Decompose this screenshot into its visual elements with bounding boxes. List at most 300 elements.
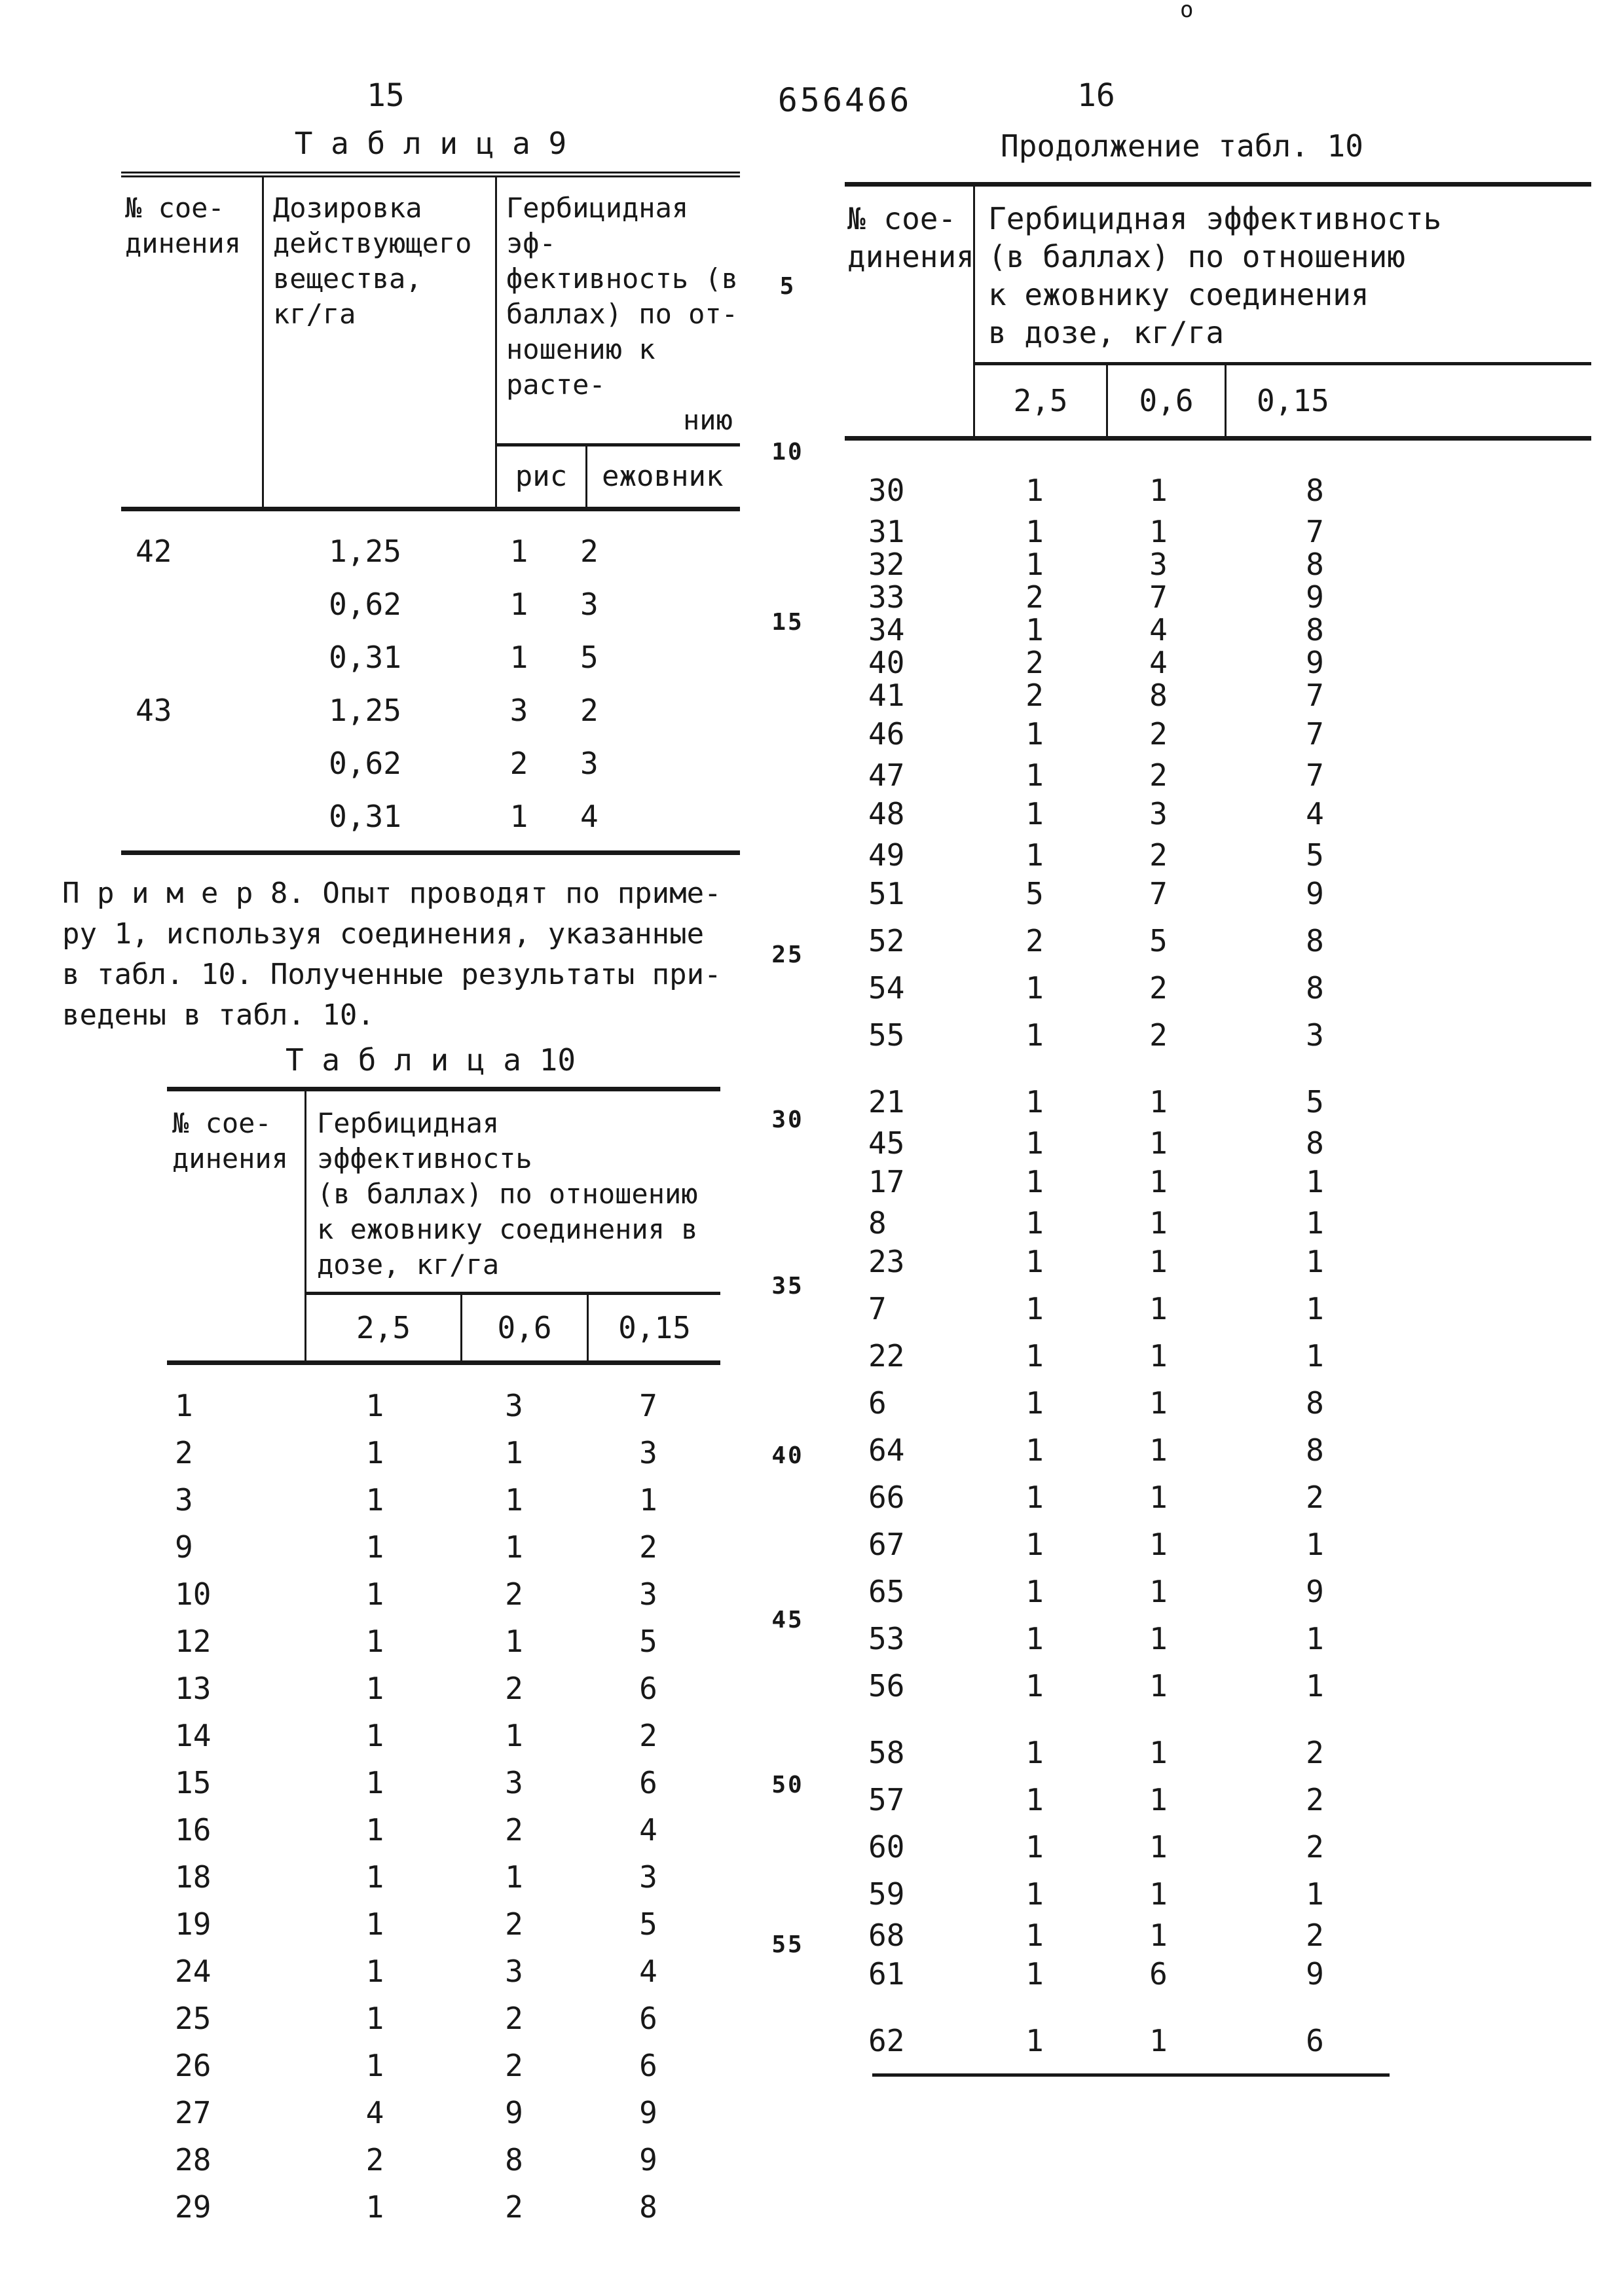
cell-compound-number: 9 <box>175 1529 193 1565</box>
cell-score-0-15: 7 <box>1306 678 1324 713</box>
cell-score-2-5: 1 <box>1025 1668 1044 1704</box>
table10-subheader <box>975 362 1591 436</box>
cell-score-0-15: 1 <box>1306 1876 1324 1912</box>
cell-score-2-5: 1 <box>365 1482 384 1518</box>
cell-compound-number: 34 <box>868 612 905 647</box>
table10-row <box>845 547 1591 582</box>
header-line: Гербицидная эффективность <box>317 1107 532 1175</box>
table10-row <box>167 1901 720 1948</box>
cell-score-0-15: 8 <box>1306 970 1324 1006</box>
cell-score-0-6: 1 <box>1149 1782 1168 1817</box>
cell-score-2-5: 4 <box>365 2095 384 2130</box>
cell-score-0-6: 1 <box>1149 1244 1168 1279</box>
cell-compound-number: 30 <box>868 473 905 508</box>
cell-score-0-6: 7 <box>1149 876 1168 911</box>
cell-score-0-15: 5 <box>639 1906 657 1942</box>
cell-score-2-5: 1 <box>365 1576 384 1612</box>
cell-score-0-15: 8 <box>1306 923 1324 958</box>
cell-score-0-6: 3 <box>1149 547 1168 582</box>
table9 <box>121 172 740 855</box>
table10-row <box>845 1078 1591 1125</box>
cell-score-2-5: 1 <box>365 1671 384 1706</box>
cell-score-0-6: 6 <box>1149 1956 1168 1992</box>
cell-compound-number: 65 <box>868 1574 905 1609</box>
cell-score-0-15: 6 <box>639 2048 657 2083</box>
cell-score-0-6: 1 <box>1149 1480 1168 1515</box>
cell-score-0-15: 9 <box>639 2095 657 2130</box>
cell-score-0-6: 5 <box>1149 923 1168 958</box>
cell-compound-number: 25 <box>175 2001 212 2036</box>
cell-compound-number: 64 <box>868 1432 905 1468</box>
dose-column-2-5: 2,5 <box>975 365 1108 436</box>
cell-score-0-6: 4 <box>1149 645 1168 680</box>
cell-score-2-5: 1 <box>1025 1574 1044 1609</box>
cell-score-0-6: 3 <box>505 1954 523 1989</box>
table10-row <box>845 1776 1591 1823</box>
table10-row <box>167 1806 720 1853</box>
cell-score-0-15: 1 <box>1306 1527 1324 1562</box>
cell-rice-score: 2 <box>509 745 528 781</box>
cell-score-0-6: 2 <box>505 1671 523 1706</box>
header-line: динения <box>125 227 242 259</box>
cell-compound-number: 23 <box>868 1244 905 1279</box>
margin-line-number: 30 <box>771 1106 804 1133</box>
cell-score-0-6: 1 <box>505 1624 523 1659</box>
cell-compound-number: 32 <box>868 547 905 582</box>
table10-row <box>845 1158 1591 1205</box>
cell-score-2-5: 1 <box>1025 1829 1044 1865</box>
cell-score-0-6: 2 <box>1149 757 1168 793</box>
cell-dose: 0,62 <box>329 586 401 622</box>
header-line: к ежовнику соединения <box>988 277 1369 312</box>
table10-row <box>845 1662 1591 1709</box>
table10-row <box>167 2089 720 2136</box>
subcolumn-barnyard-grass: ежовник <box>602 460 724 493</box>
page-number-left: 15 <box>367 77 405 114</box>
cell-score-0-6: 1 <box>1149 1291 1168 1326</box>
header-line: баллах) по от- <box>506 298 739 330</box>
table10-row <box>845 1729 1591 1776</box>
table10-row <box>845 612 1591 645</box>
cell-score-2-5: 1 <box>365 1388 384 1423</box>
page-number-right: 16 <box>1077 77 1115 114</box>
cell-compound-number: 6 <box>868 1385 887 1421</box>
cell-compound-number: 49 <box>868 837 905 873</box>
table10-row <box>167 1948 720 1995</box>
table10-row <box>845 2017 1591 2064</box>
header-line: кг/га <box>273 298 356 330</box>
cell-score-0-6: 1 <box>1149 1527 1168 1562</box>
cell-compound-number: 18 <box>175 1859 212 1895</box>
table10-row <box>845 790 1591 837</box>
table10-row <box>845 1615 1591 1662</box>
cell-score-0-15: 9 <box>639 2142 657 2178</box>
cell-score-0-6: 8 <box>505 2142 523 2178</box>
cell-score-0-15: 2 <box>1306 1918 1324 1953</box>
table10-row <box>845 678 1591 713</box>
cell-score-0-15: 2 <box>1306 1480 1324 1515</box>
cell-score-2-5: 1 <box>1025 1164 1044 1199</box>
table9-body <box>121 511 740 855</box>
cell-score-2-5: 1 <box>365 1624 384 1659</box>
margin-line-number: 5 <box>779 273 796 300</box>
cell-compound-number: 8 <box>868 1205 887 1241</box>
table10-row <box>845 870 1591 917</box>
cell-score-0-15: 3 <box>1306 1017 1324 1053</box>
cell-dose: 0,62 <box>329 745 401 781</box>
cell-score-0-15: 1 <box>1306 1621 1324 1656</box>
cell-dose: 0,31 <box>329 798 401 834</box>
cell-score-0-6: 1 <box>505 1718 523 1753</box>
cell-barnyard-score: 3 <box>580 586 599 622</box>
document-number: 656466 <box>777 81 912 119</box>
cell-compound-number: 29 <box>175 2189 212 2225</box>
cell-score-0-6: 1 <box>1149 1735 1168 1770</box>
right-column <box>845 0 1591 2077</box>
header-line: № сое- <box>125 192 225 224</box>
cell-score-2-5: 1 <box>365 1954 384 1989</box>
cell-score-2-5: 2 <box>1025 579 1044 615</box>
cell-score-0-15: 4 <box>639 1812 657 1848</box>
cell-score-0-6: 1 <box>1149 473 1168 508</box>
cell-compound-number: 58 <box>868 1735 905 1770</box>
cell-score-0-6: 9 <box>505 2095 523 2130</box>
margin-line-number: 50 <box>771 1772 804 1798</box>
table9-header <box>121 177 740 511</box>
cell-score-2-5: 1 <box>365 2189 384 2225</box>
table10-row <box>167 1618 720 1665</box>
cell-score-0-15: 1 <box>1306 1291 1324 1326</box>
cell-score-0-6: 1 <box>1149 514 1168 549</box>
cell-score-0-6: 1 <box>1149 1574 1168 1609</box>
cell-score-2-5: 2 <box>1025 923 1044 958</box>
cell-score-0-15: 9 <box>1306 1574 1324 1609</box>
dose-column-0-6: 0,6 <box>462 1295 589 1360</box>
cell-score-2-5: 1 <box>1025 796 1044 831</box>
cell-score-0-15: 3 <box>639 1576 657 1612</box>
table10-row <box>845 1918 1591 1953</box>
cell-score-2-5: 1 <box>1025 1480 1044 1515</box>
header-line: № сое- <box>847 201 957 236</box>
cell-score-0-15: 4 <box>639 1954 657 1989</box>
paragraph-line: П р и м е р 8. Опыт проводят по приме- <box>62 877 722 910</box>
cell-compound-number: 59 <box>868 1876 905 1912</box>
cell-score-2-5: 1 <box>1025 1782 1044 1817</box>
cell-compound-number: 67 <box>868 1527 905 1562</box>
table10-row <box>167 2042 720 2089</box>
cell-barnyard-score: 5 <box>580 639 599 675</box>
cell-score-2-5: 1 <box>1025 1017 1044 1053</box>
cell-score-0-15: 9 <box>1306 579 1324 615</box>
cell-score-0-6: 2 <box>505 2048 523 2083</box>
table10-left <box>167 1087 720 2231</box>
cell-score-0-15: 6 <box>1306 2023 1324 2058</box>
cell-score-0-15: 1 <box>1306 1244 1324 1279</box>
cell-compound-number: 27 <box>175 2095 212 2130</box>
cell-score-0-15: 8 <box>1306 1125 1324 1161</box>
table10-row <box>167 1759 720 1806</box>
cell-compound-number: 66 <box>868 1480 905 1515</box>
dose-column-0-6: 0,6 <box>1108 365 1227 436</box>
cell-score-0-15: 8 <box>1306 547 1324 582</box>
cell-compound-number: 17 <box>868 1164 905 1199</box>
header-line: (в баллах) по отношению <box>988 239 1405 274</box>
cell-score-0-15: 7 <box>1306 757 1324 793</box>
table9-header-dose <box>264 177 497 507</box>
header-line: к ежовнику соединения в <box>317 1213 698 1245</box>
cell-score-2-5: 1 <box>365 1906 384 1942</box>
table10-row <box>167 1995 720 2042</box>
cell-score-0-15: 8 <box>1306 1385 1324 1421</box>
cell-score-0-15: 7 <box>1306 514 1324 549</box>
table9-row <box>121 683 740 737</box>
table10-row <box>845 514 1591 547</box>
table10-row <box>167 1476 720 1523</box>
cell-score-2-5: 1 <box>1025 514 1044 549</box>
table-closing-rule <box>872 2073 1390 2077</box>
cell-dose: 1,25 <box>329 692 401 728</box>
margin-line-number: 35 <box>771 1273 804 1300</box>
cell-compound-number: 42 <box>136 533 172 569</box>
table10-row <box>845 1238 1591 1285</box>
header-line: динения <box>847 239 974 274</box>
table10-row <box>845 1379 1591 1427</box>
table10-row <box>845 1521 1591 1568</box>
cell-score-0-6: 1 <box>1149 1876 1168 1912</box>
table10-row <box>845 917 1591 964</box>
cell-score-0-6: 1 <box>1149 1668 1168 1704</box>
table9-row <box>121 790 740 843</box>
cell-score-0-6: 1 <box>1149 1829 1168 1865</box>
header-line: действующего <box>273 227 472 259</box>
left-column <box>62 0 756 2231</box>
cell-score-0-6: 2 <box>1149 716 1168 752</box>
cell-dose: 0,31 <box>329 639 401 675</box>
paragraph-line: ведены в табл. 10. <box>62 998 375 1032</box>
cell-score-0-6: 2 <box>505 1576 523 1612</box>
cell-score-0-15: 1 <box>1306 1338 1324 1374</box>
cell-score-2-5: 1 <box>1025 612 1044 647</box>
cell-score-0-15: 2 <box>639 1718 657 1753</box>
table10-row <box>167 1665 720 1712</box>
cell-compound-number: 12 <box>175 1624 212 1659</box>
cell-score-2-5: 1 <box>1025 2023 1044 2058</box>
cell-score-2-5: 1 <box>1025 1918 1044 1953</box>
cell-compound-number: 19 <box>175 1906 212 1942</box>
margin-line-number: 25 <box>771 941 804 968</box>
cell-score-0-6: 2 <box>505 1812 523 1848</box>
cell-score-2-5: 1 <box>1025 1432 1044 1468</box>
cell-compound-number: 26 <box>175 2048 212 2083</box>
table10-row <box>167 1429 720 1476</box>
paragraph-line: в табл. 10. Полученные результаты при- <box>62 958 722 991</box>
dose-column-0-15: 0,15 <box>618 1310 691 1345</box>
table10-header <box>167 1091 720 1365</box>
table10-header-compound <box>845 187 975 436</box>
cell-compound-number: 2 <box>175 1435 193 1470</box>
table10-row <box>167 1571 720 1618</box>
cell-score-2-5: 1 <box>365 1718 384 1753</box>
cell-compound-number: 47 <box>868 757 905 793</box>
cell-compound-number: 45 <box>868 1125 905 1161</box>
cell-score-0-15: 8 <box>1306 612 1324 647</box>
table10-row <box>845 579 1591 615</box>
cell-score-2-5: 1 <box>1025 970 1044 1006</box>
cell-score-2-5: 2 <box>1025 678 1044 713</box>
header-line: в дозе, кг/га <box>988 315 1225 350</box>
cell-barnyard-score: 4 <box>580 798 599 834</box>
cell-score-0-6: 4 <box>1149 612 1168 647</box>
cell-score-2-5: 1 <box>1025 473 1044 508</box>
table10-continuation-body <box>845 441 1591 2064</box>
cell-compound-number: 24 <box>175 1954 212 1989</box>
header-line: дозе, кг/га <box>317 1248 500 1281</box>
cell-score-0-6: 1 <box>1149 1432 1168 1468</box>
header-line: ношению к расте- <box>506 333 655 401</box>
header-line: Гербицидная эффективность <box>988 201 1442 236</box>
cell-score-2-5: 1 <box>1025 757 1044 793</box>
cell-score-0-6: 2 <box>1149 837 1168 873</box>
table9-row <box>121 577 740 630</box>
cell-barnyard-score: 3 <box>580 745 599 781</box>
table10-row <box>167 1853 720 1901</box>
cell-dose: 1,25 <box>329 533 401 569</box>
cell-score-0-15: 3 <box>639 1859 657 1895</box>
table10-header-efficacy <box>306 1091 720 1360</box>
table10-row <box>167 1712 720 1759</box>
table10-row <box>845 964 1591 1011</box>
cell-score-0-6: 1 <box>505 1482 523 1518</box>
cell-score-0-6: 1 <box>1149 1125 1168 1161</box>
header-line: нию <box>683 404 733 436</box>
cell-score-0-6: 2 <box>505 2001 523 2036</box>
header-line: Дозировка <box>273 192 422 224</box>
table10-row <box>845 1568 1591 1615</box>
table10-row <box>845 1823 1591 1870</box>
paragraph-line: ру 1, используя соединения, указанные <box>62 917 705 951</box>
cell-compound-number: 14 <box>175 1718 212 1753</box>
table10-row <box>845 645 1591 678</box>
cell-score-0-15: 1 <box>639 1482 657 1518</box>
table10-row <box>845 837 1591 873</box>
cell-score-0-6: 2 <box>1149 970 1168 1006</box>
cell-score-0-6: 3 <box>505 1765 523 1800</box>
header-line: № сое- <box>172 1107 272 1139</box>
cell-score-0-6: 2 <box>505 1906 523 1942</box>
cell-score-0-15: 8 <box>1306 473 1324 508</box>
table9-subheader <box>497 443 740 507</box>
cell-compound-number: 48 <box>868 796 905 831</box>
cell-score-2-5: 1 <box>365 2001 384 2036</box>
cell-score-2-5: 1 <box>365 1765 384 1800</box>
table10-row <box>845 1011 1591 1059</box>
cell-score-0-6: 1 <box>1149 1621 1168 1656</box>
cell-compound-number: 68 <box>868 1918 905 1953</box>
table10-row <box>167 1382 720 1429</box>
cell-score-0-6: 1 <box>1149 1338 1168 1374</box>
cell-score-0-6: 8 <box>1149 678 1168 713</box>
cell-score-0-6: 1 <box>1149 1205 1168 1241</box>
cell-score-0-6: 1 <box>505 1859 523 1895</box>
table9-row <box>121 524 740 577</box>
cell-score-0-6: 1 <box>1149 1918 1168 1953</box>
table10-row <box>167 2136 720 2183</box>
cell-score-0-15: 2 <box>639 1529 657 1565</box>
cell-score-0-6: 2 <box>1149 1017 1168 1053</box>
cell-compound-number: 51 <box>868 876 905 911</box>
cell-score-2-5: 1 <box>1025 837 1044 873</box>
dose-column-2-5: 2,5 <box>306 1295 462 1360</box>
cell-rice-score: 1 <box>509 533 528 569</box>
cell-score-0-15: 1 <box>1306 1164 1324 1199</box>
cell-score-0-6: 1 <box>1149 1084 1168 1120</box>
cell-score-0-6: 1 <box>1149 2023 1168 2058</box>
cell-score-2-5: 1 <box>1025 1084 1044 1120</box>
cell-compound-number: 15 <box>175 1765 212 1800</box>
table10-row <box>845 467 1591 514</box>
cell-score-2-5: 1 <box>365 2048 384 2083</box>
cell-barnyard-score: 2 <box>580 533 599 569</box>
table9-header-efficacy <box>497 177 740 507</box>
table10-title: Т а б л и ц а 10 <box>285 1042 576 1078</box>
margin-line-number: 10 <box>771 439 804 465</box>
cell-score-2-5: 1 <box>1025 1205 1044 1241</box>
cell-score-2-5: 1 <box>365 1812 384 1848</box>
cell-rice-score: 1 <box>509 798 528 834</box>
cell-compound-number: 33 <box>868 579 905 615</box>
cell-score-2-5: 1 <box>1025 1244 1044 1279</box>
header-line: фективность (в <box>506 263 739 295</box>
cell-score-2-5: 2 <box>1025 645 1044 680</box>
cell-score-2-5: 1 <box>1025 1125 1044 1161</box>
cell-compound-number: 46 <box>868 716 905 752</box>
cell-score-0-15: 5 <box>1306 1084 1324 1120</box>
cell-score-0-6: 1 <box>1149 1164 1168 1199</box>
cell-score-0-15: 5 <box>1306 837 1324 873</box>
cell-compound-number: 55 <box>868 1017 905 1053</box>
example8-paragraph <box>62 873 756 1036</box>
cell-compound-number: 52 <box>868 923 905 958</box>
cell-compound-number: 16 <box>175 1812 212 1848</box>
cell-score-2-5: 1 <box>1025 1735 1044 1770</box>
cell-score-0-15: 2 <box>1306 1782 1324 1817</box>
cell-score-0-15: 7 <box>639 1388 657 1423</box>
cell-score-0-15: 9 <box>1306 1956 1324 1992</box>
cell-score-0-15: 8 <box>639 2189 657 2225</box>
cell-compound-number: 57 <box>868 1782 905 1817</box>
cell-score-2-5: 1 <box>365 1859 384 1895</box>
table10-continuation-title: Продолжение табл. 10 <box>1001 128 1363 164</box>
cell-score-2-5: 1 <box>1025 1621 1044 1656</box>
table9-header-compound <box>121 177 264 507</box>
cell-compound-number: 41 <box>868 678 905 713</box>
cell-compound-number: 3 <box>175 1482 193 1518</box>
cell-score-0-15: 1 <box>1306 1668 1324 1704</box>
cell-compound-number: 28 <box>175 2142 212 2178</box>
cell-score-0-15: 2 <box>1306 1735 1324 1770</box>
cell-compound-number: 21 <box>868 1084 905 1120</box>
cell-compound-number: 60 <box>868 1829 905 1865</box>
margin-line-number: 15 <box>771 609 804 636</box>
header-line: Гербицидная эф- <box>506 192 689 259</box>
margin-line-number: 40 <box>771 1442 804 1469</box>
cell-rice-score: 1 <box>509 586 528 622</box>
header-line: (в баллах) по отношению <box>317 1178 698 1210</box>
table10-subheader <box>306 1292 720 1360</box>
cell-score-0-15: 6 <box>639 1671 657 1706</box>
table10-row <box>167 1523 720 1571</box>
table9-row <box>121 630 740 683</box>
